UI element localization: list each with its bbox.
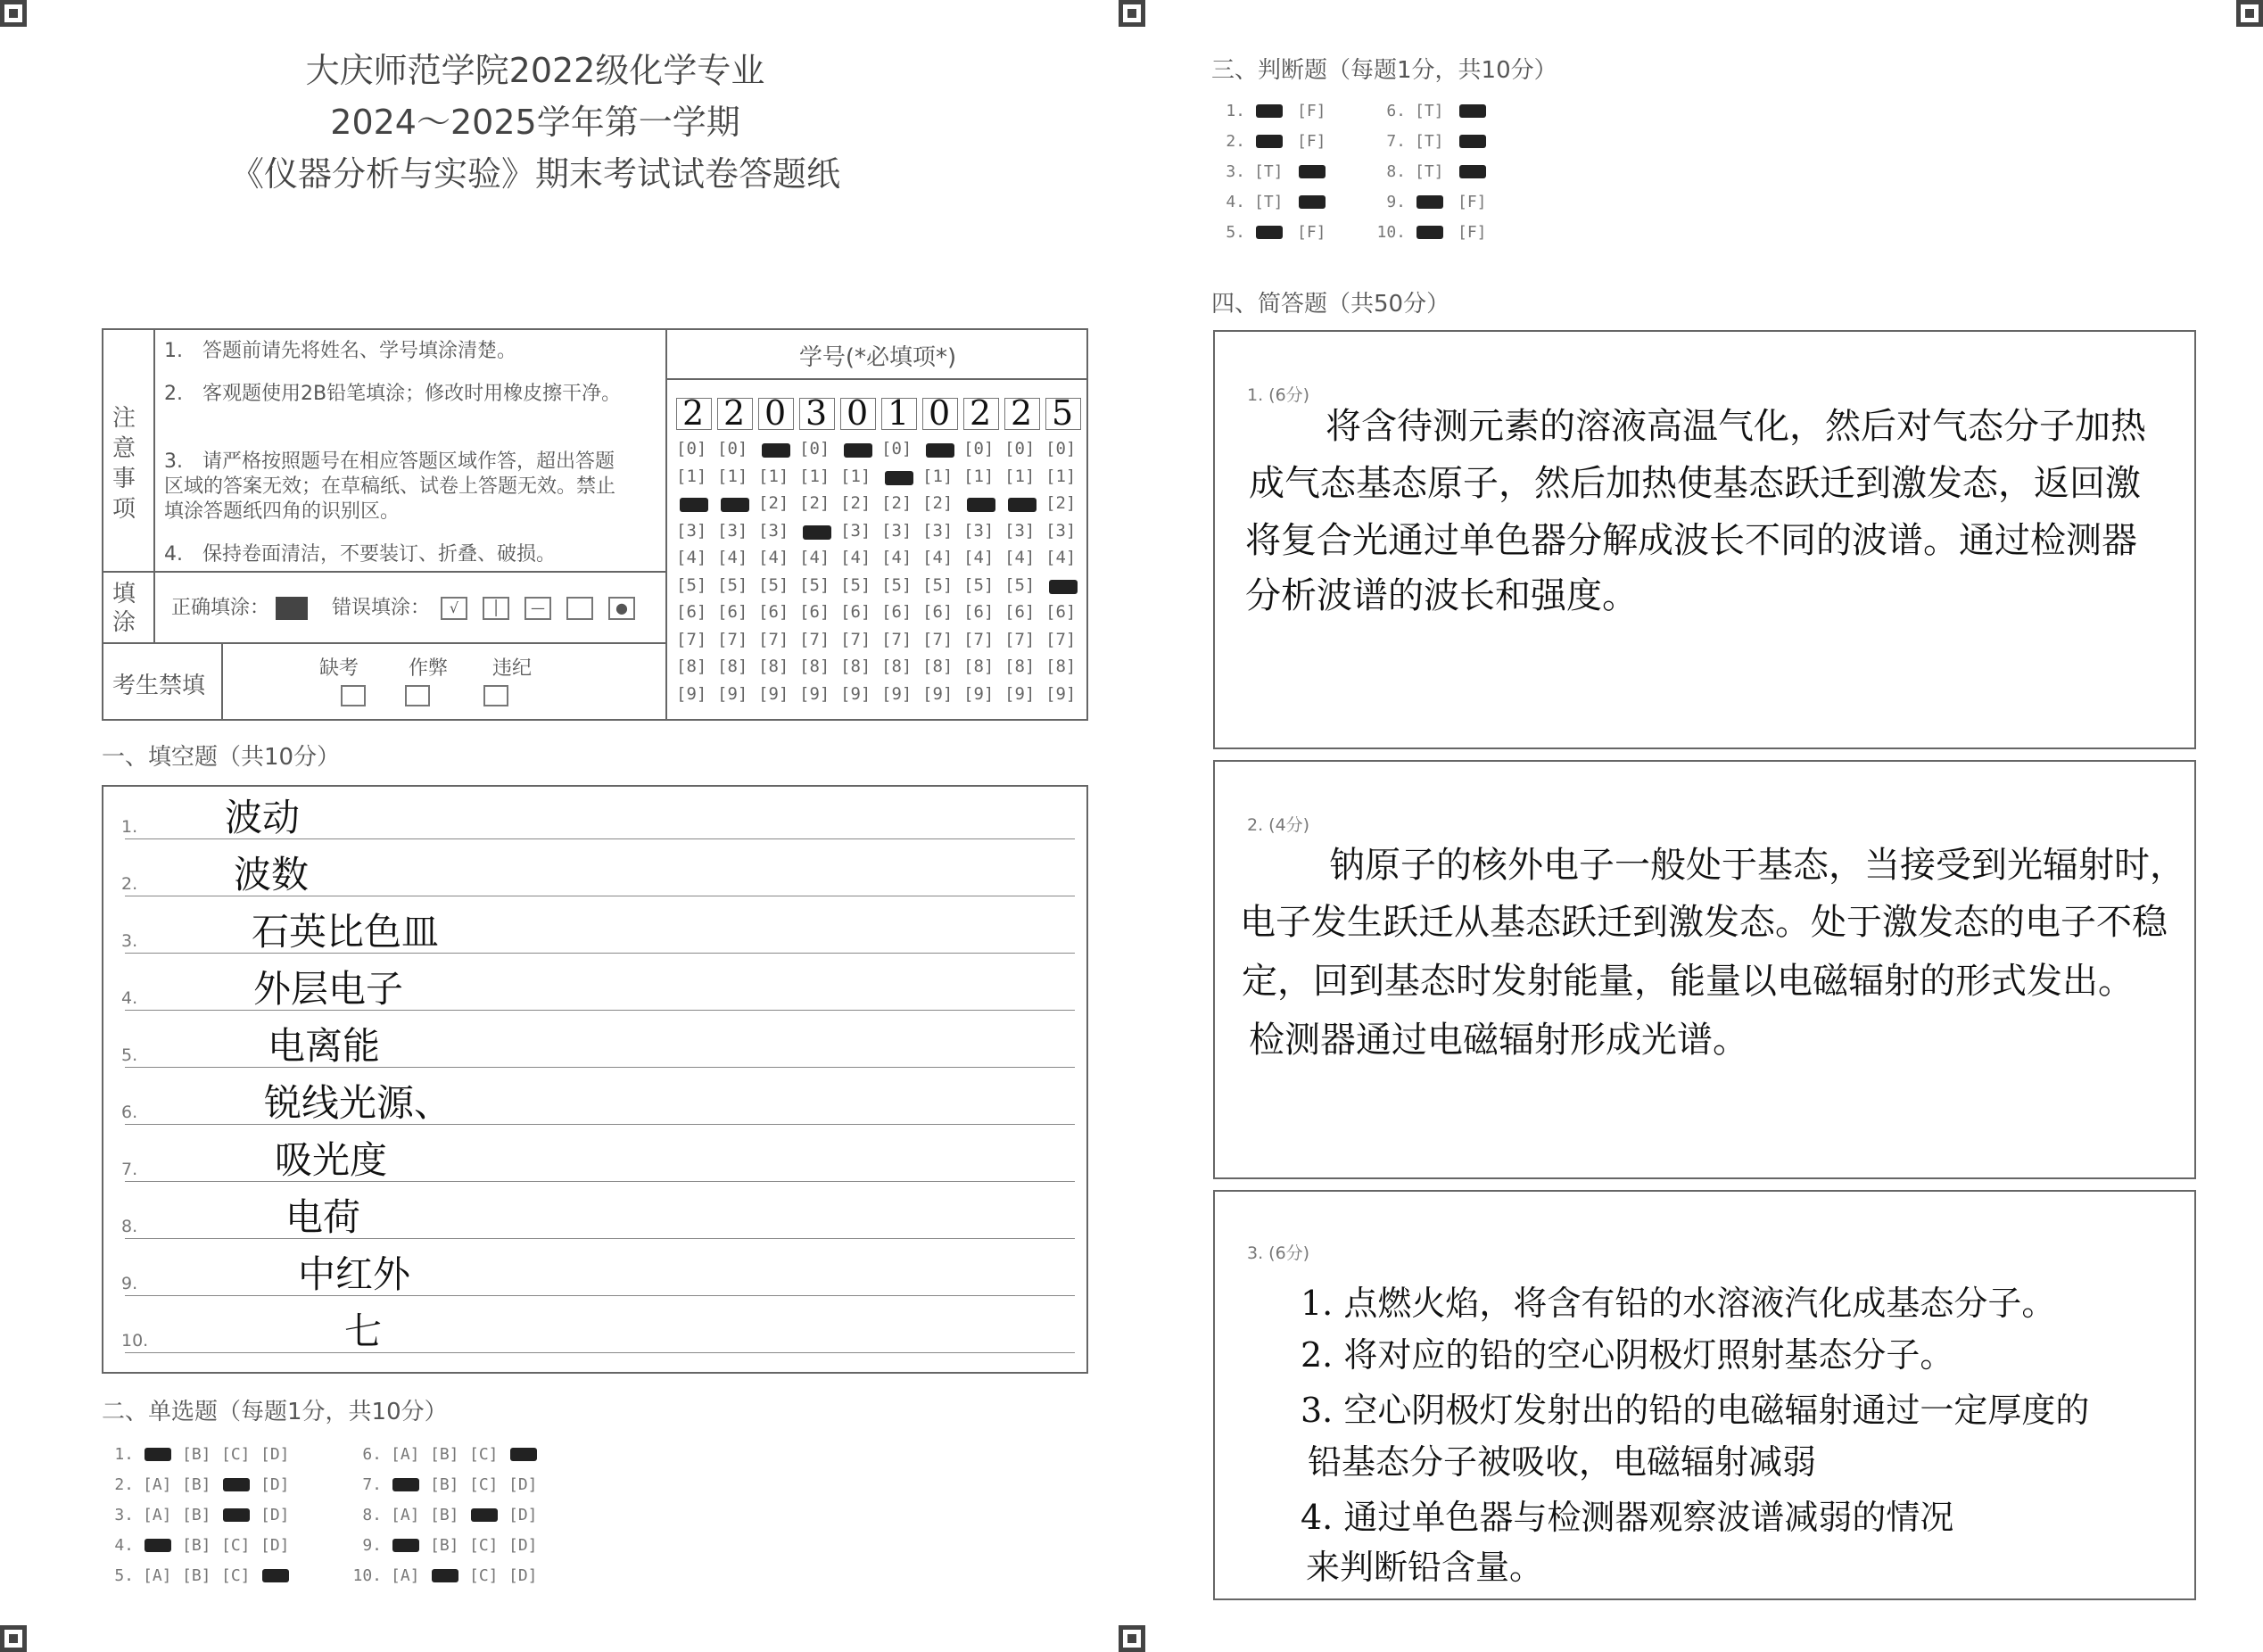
student-id-bubble[interactable]: [0] [963, 439, 995, 458]
q3-line-4: 铅基态分子被吸收，电磁辐射减弱 [1308, 1442, 1817, 1482]
choice-option-bubble[interactable]: [C] [221, 1536, 251, 1555]
choice-question-number: 4. [114, 1536, 134, 1555]
choice-option-bubble[interactable]: [B] [430, 1506, 459, 1524]
student-id-bubble[interactable]: [9] [840, 683, 871, 704]
notice-divider-col [665, 328, 667, 721]
student-id-bubble[interactable]: [8] [799, 657, 830, 676]
choice-option-bubble[interactable]: [C] [469, 1566, 499, 1585]
choice-option-bubble[interactable]: [F] [1297, 223, 1326, 242]
notice-divider-row1 [102, 571, 667, 573]
q2-line-2: 电子发生跃迁从基态跃迁到激发态。处于激发态的电子不稳 [1240, 902, 2168, 943]
choice-question-number: 9. [362, 1536, 382, 1555]
fill-answer-number: 6. [121, 1103, 138, 1122]
choice-filled-bubble[interactable] [145, 1448, 171, 1461]
choice-filled-bubble[interactable] [1299, 165, 1326, 178]
student-id-bubble[interactable]: [5] [717, 574, 748, 595]
cheat-checkbox[interactable] [405, 685, 430, 706]
choice-option-bubble[interactable]: [D] [260, 1445, 290, 1464]
choice-question-number: 8. [1386, 162, 1406, 181]
student-id-bubble[interactable]: [7] [676, 629, 707, 649]
student-id-bubble[interactable]: [5] [799, 574, 830, 595]
choice-option-bubble[interactable]: [F] [1458, 193, 1487, 211]
exam-label-divider [221, 642, 223, 721]
choice-filled-bubble[interactable] [1459, 104, 1486, 118]
student-id-bubble[interactable]: [8] [717, 657, 748, 676]
choice-filled-bubble[interactable] [1299, 195, 1326, 209]
student-id-bubble[interactable]: [9] [963, 683, 995, 704]
q3-line-5: 4. 通过单色器与检测器观察波谱减弱的情况 [1301, 1498, 1954, 1537]
wrong-fill-example-4 [566, 597, 593, 620]
choice-question-number: 7. [1386, 132, 1406, 151]
handwritten-digit-text: 2 [970, 393, 992, 433]
choice-option-bubble[interactable]: [D] [508, 1536, 538, 1555]
choice-filled-bubble[interactable] [392, 1539, 419, 1552]
choice-option-bubble[interactable]: [C] [469, 1475, 499, 1494]
fill-answer-number: 1. [121, 817, 138, 837]
choice-option-bubble[interactable]: [D] [508, 1566, 538, 1585]
absent-label: 缺考 [319, 657, 359, 680]
fill-answer-number: 9. [121, 1274, 138, 1293]
student-id-bubble[interactable]: [1] [1004, 466, 1036, 486]
choice-filled-bubble[interactable] [1459, 165, 1486, 178]
choice-filled-bubble[interactable] [223, 1478, 250, 1491]
choice-question-number: 10. [1376, 223, 1406, 242]
q3-line-3: 3. 空心阴极灯发射出的铅的电磁辐射通过一定厚度的 [1301, 1391, 2090, 1430]
student-id-bubble[interactable]: [2] [881, 493, 913, 513]
student-id-bubble[interactable]: [1] [799, 466, 830, 486]
violation-checkbox[interactable] [483, 685, 508, 706]
correct-fill-label: 正确填涂： [171, 597, 270, 619]
student-id-bubble[interactable]: [7] [963, 629, 995, 649]
fill-label-divider [153, 571, 155, 642]
student-id-bubble[interactable]: [3] [881, 520, 913, 541]
student-id-bubble[interactable]: [8] [1004, 657, 1036, 676]
student-id-bubble[interactable]: [4] [1045, 548, 1077, 567]
fill-answer-number: 4. [121, 988, 138, 1008]
fill-answer-number: 5. [121, 1045, 138, 1065]
student-id-filled-bubble[interactable] [680, 498, 708, 512]
student-id-bubble[interactable]: [3] [676, 520, 707, 541]
q1-line-2: 成气态基态原子，然后加热使基态跃迁到激发态，返回激 [1249, 463, 2141, 504]
choice-option-bubble[interactable]: [C] [221, 1445, 251, 1464]
choice-option-bubble[interactable]: [T] [1415, 132, 1444, 151]
student-id-bubble[interactable]: [7] [758, 629, 789, 649]
student-id-handwritten-digit[interactable] [840, 393, 876, 433]
choice-option-bubble[interactable]: [D] [260, 1475, 290, 1494]
choice-filled-bubble[interactable] [1256, 135, 1283, 148]
wrong-fill-label: 错误填涂： [332, 597, 431, 619]
fill-answer-number: 10. [121, 1331, 149, 1351]
fill-answer-text: 波数 [234, 853, 310, 896]
handwritten-digit-text: 1 [888, 393, 910, 433]
student-id-bubble[interactable]: [6] [1004, 602, 1036, 622]
choice-question-number: 3. [1226, 162, 1245, 181]
student-id-filled-bubble[interactable] [1049, 580, 1078, 594]
student-id-filled-bubble[interactable] [926, 443, 954, 458]
choice-filled-bubble[interactable] [392, 1478, 419, 1491]
student-id-handwritten-digit[interactable] [881, 393, 917, 433]
choice-question-number: 8. [362, 1506, 382, 1524]
student-id-bubble[interactable]: [4] [676, 548, 707, 567]
choice-option-bubble[interactable]: [F] [1297, 102, 1326, 120]
choice-question-number: 9. [1386, 193, 1406, 211]
exam-title-line2: 2024～2025学年第一学期 [330, 103, 740, 142]
choice-filled-bubble[interactable] [510, 1448, 537, 1461]
student-id-bubble[interactable]: [8] [922, 657, 954, 676]
fill-answer-text: 电荷 [285, 1195, 361, 1239]
choice-question-number: 1. [114, 1445, 134, 1464]
choice-filled-bubble[interactable] [1416, 226, 1443, 239]
student-id-bubble[interactable]: [6] [717, 602, 748, 622]
fill-answer-text: 外层电子 [253, 967, 404, 1011]
student-id-bubble[interactable]: [8] [758, 657, 789, 676]
choice-option-bubble[interactable]: [D] [508, 1506, 538, 1524]
student-id-bubble[interactable]: [3] [1004, 520, 1036, 541]
fill-answer-line [125, 1295, 1075, 1296]
choice-option-bubble[interactable]: [C] [469, 1536, 499, 1555]
student-id-bubble[interactable]: [7] [1045, 629, 1077, 649]
student-id-filled-bubble[interactable] [967, 498, 995, 512]
choice-option-bubble[interactable]: [B] [182, 1536, 211, 1555]
choice-option-bubble[interactable]: [F] [1458, 223, 1487, 242]
fill-answer-text: 七 [344, 1309, 383, 1353]
fill-answer-number: 2. [121, 874, 138, 894]
notice-side-label: 注意事项 [112, 405, 136, 523]
student-id-bubble[interactable]: [4] [799, 548, 830, 567]
fill-answer-text: 电离能 [268, 1024, 381, 1068]
fill-answer-text: 波动 [225, 796, 301, 839]
handwritten-digit-text: 0 [929, 393, 951, 433]
cheat-label: 作弊 [409, 657, 449, 680]
fill-answer-line [125, 1238, 1075, 1239]
corner-marker-top-center [1119, 0, 1145, 27]
notice-divider-row2 [102, 642, 667, 644]
student-id-bubble[interactable]: [9] [758, 683, 789, 704]
choice-option-bubble[interactable]: [A] [391, 1566, 420, 1585]
choice-question-number: 6. [362, 1445, 382, 1464]
student-id-bubble[interactable]: [1] [963, 466, 995, 486]
q1-line-1: 将含待测元素的溶液高温气化，然后对气态分子加热 [1326, 406, 2146, 447]
student-id-bubble[interactable]: [4] [922, 548, 954, 567]
choice-question-number: 10. [352, 1566, 382, 1585]
fill-side-label: 填涂 [112, 581, 136, 636]
student-id-handwritten-digit[interactable] [799, 393, 835, 433]
student-id-bubble[interactable]: [5] [963, 574, 995, 595]
exam-forbidden-label: 考生禁填 [112, 673, 206, 699]
choice-option-bubble[interactable]: [B] [182, 1475, 211, 1494]
student-id-bubble[interactable]: [1] [758, 466, 789, 486]
fill-answer-number: 8. [121, 1217, 138, 1236]
student-id-bubble[interactable]: [0] [676, 439, 707, 458]
student-id-bubble[interactable]: [4] [963, 548, 995, 567]
choice-option-bubble[interactable]: [T] [1254, 193, 1284, 211]
student-id-filled-bubble[interactable] [803, 525, 831, 540]
student-id-bubble[interactable]: [1] [676, 466, 707, 486]
student-id-bubble[interactable]: [9] [1004, 683, 1036, 704]
student-id-bubble[interactable]: [5] [758, 574, 789, 595]
q1-line-4: 分析波谱的波长和强度。 [1245, 575, 1638, 616]
student-id-handwritten-digit[interactable] [676, 393, 712, 433]
choice-filled-bubble[interactable] [1459, 135, 1486, 148]
student-id-bubble[interactable]: [5] [840, 574, 871, 595]
handwritten-digit-text: 2 [723, 393, 746, 433]
student-id-bubble[interactable]: [4] [717, 548, 748, 567]
student-id-filled-bubble[interactable] [762, 443, 790, 458]
student-id-bubble[interactable]: [1] [1045, 466, 1077, 486]
student-id-bubble[interactable]: [4] [840, 548, 871, 567]
student-id-bubble[interactable]: [3] [840, 520, 871, 541]
violation-label: 违纪 [492, 657, 533, 680]
student-id-filled-bubble[interactable] [885, 471, 913, 485]
choice-option-bubble[interactable]: [A] [391, 1506, 420, 1524]
student-id-handwritten-digit[interactable] [717, 393, 753, 433]
section3-title: 三、判断题（每题1分，共10分） [1211, 57, 1557, 84]
correct-fill-mark [276, 597, 308, 620]
student-id-handwritten-digit[interactable] [758, 393, 794, 433]
student-id-label: 学号(*必填项*) [798, 344, 957, 371]
choice-filled-bubble[interactable] [471, 1508, 498, 1522]
student-id-bubble[interactable]: [9] [676, 683, 707, 704]
q2-line-1: 钠原子的核外电子一般处于基态，当接受到光辐射时， [1329, 845, 2185, 886]
handwritten-digit-text: 2 [682, 393, 705, 433]
choice-question-number: 2. [1226, 132, 1245, 151]
corner-marker-bottom-center [1119, 1625, 1145, 1652]
choice-option-bubble[interactable]: [T] [1415, 162, 1444, 181]
notice-item-1: 1. 答题前请先将姓名、学号填涂清楚。 [164, 340, 516, 362]
q2-label: 2. (4分) [1247, 815, 1310, 835]
q1-line-3: 将复合光通过单色器分解成波长不同的波谱。通过检测器 [1245, 520, 2137, 561]
student-id-bubble[interactable]: [8] [676, 657, 707, 676]
student-id-bubble[interactable]: [9] [922, 683, 954, 704]
student-id-bubble[interactable]: [6] [676, 602, 707, 622]
student-id-bubble[interactable]: [4] [881, 548, 913, 567]
choice-filled-bubble[interactable] [1416, 195, 1443, 209]
notice-item-2: 2. 客观题使用2B铅笔填涂；修改时用橡皮擦干净。 [164, 383, 622, 405]
student-id-bubble[interactable]: [6] [963, 602, 995, 622]
student-id-bubble[interactable]: [9] [717, 683, 748, 704]
student-id-bubble[interactable]: [0] [881, 439, 913, 458]
student-id-bubble[interactable]: [3] [717, 520, 748, 541]
student-id-bubble[interactable]: [5] [881, 574, 913, 595]
student-id-bubble[interactable]: [7] [922, 629, 954, 649]
choice-option-bubble[interactable]: [B] [430, 1536, 459, 1555]
choice-option-bubble[interactable]: [D] [508, 1475, 538, 1494]
choice-option-bubble[interactable]: [A] [143, 1566, 172, 1585]
handwritten-digit-text: 5 [1052, 393, 1074, 433]
choice-question-number: 6. [1386, 102, 1406, 120]
choice-filled-bubble[interactable] [223, 1508, 250, 1522]
student-id-bubble[interactable]: [1] [717, 466, 748, 486]
choice-question-number: 7. [362, 1475, 382, 1494]
student-id-bubble[interactable]: [3] [1045, 520, 1077, 541]
student-id-bubble[interactable]: [8] [963, 657, 995, 676]
correct-fill-example [171, 592, 640, 620]
student-id-bubble[interactable]: [7] [881, 629, 913, 649]
student-id-bubble[interactable]: [5] [676, 574, 707, 595]
student-id-handwritten-digit[interactable] [1045, 393, 1081, 433]
choice-filled-bubble[interactable] [1256, 226, 1283, 239]
student-id-bubble[interactable]: [7] [1004, 629, 1036, 649]
student-id-bubble[interactable]: [9] [881, 683, 913, 704]
student-id-bubble[interactable]: [6] [799, 602, 830, 622]
student-id-bubble[interactable]: [6] [758, 602, 789, 622]
student-id-bubble[interactable]: [3] [963, 520, 995, 541]
q2-line-3: 定，回到基态时发射能量，能量以电磁辐射的形式发出。 [1242, 961, 2134, 1002]
wrong-fill-example-3: — [524, 597, 551, 620]
student-id-bubble[interactable]: [8] [881, 657, 913, 676]
choice-question-number: 5. [114, 1566, 134, 1585]
choice-filled-bubble[interactable] [1256, 104, 1283, 118]
choice-option-bubble[interactable]: [B] [182, 1566, 211, 1585]
student-id-bubble[interactable]: [7] [840, 629, 871, 649]
exam-title-line1: 大庆师范学院2022级化学专业 [305, 51, 765, 90]
choice-option-bubble[interactable]: [B] [430, 1475, 459, 1494]
q3-label: 3. (6分) [1247, 1243, 1310, 1263]
student-id-bubble[interactable]: [5] [922, 574, 954, 595]
student-id-bubble[interactable]: [2] [758, 493, 789, 513]
choice-filled-bubble[interactable] [145, 1539, 171, 1552]
q3-line-1: 1. 点燃火焰，将含有铅的水溶液汽化成基态分子。 [1301, 1284, 2056, 1323]
student-id-bubble[interactable]: [6] [922, 602, 954, 622]
choice-option-bubble[interactable]: [B] [182, 1506, 211, 1524]
choice-question-number: 1. [1226, 102, 1245, 120]
choice-option-bubble[interactable]: [D] [260, 1536, 290, 1555]
student-id-bubble[interactable]: [2] [1045, 493, 1077, 513]
exam-title-line3: 《仪器分析与实验》期末考试试卷答题纸 [229, 154, 840, 194]
student-id-bubble[interactable]: [6] [840, 602, 871, 622]
student-id-bubble[interactable]: [4] [758, 548, 789, 567]
handwritten-digit-text: 0 [847, 393, 869, 433]
student-id-filled-bubble[interactable] [844, 443, 872, 458]
fill-answer-text: 锐线光源、 [264, 1081, 452, 1125]
wrong-fill-example-2: │ [483, 597, 509, 620]
student-id-bubble[interactable]: [9] [1045, 683, 1077, 704]
student-id-handwritten-digit[interactable] [963, 393, 999, 433]
choice-option-bubble[interactable]: [T] [1254, 162, 1284, 181]
student-id-bubble[interactable]: [3] [922, 520, 954, 541]
corner-marker-bottom-left [0, 1625, 27, 1652]
choice-option-bubble[interactable]: [B] [430, 1445, 459, 1464]
student-id-filled-bubble[interactable] [721, 498, 749, 512]
student-id-filled-bubble[interactable] [1008, 498, 1037, 512]
choice-filled-bubble[interactable] [432, 1569, 458, 1582]
choice-question-number: 3. [114, 1506, 134, 1524]
student-id-bubble[interactable]: [2] [922, 493, 954, 513]
choice-option-bubble[interactable]: [A] [143, 1506, 172, 1524]
fill-answer-line [125, 1181, 1075, 1182]
wrong-fill-example-5: ● [608, 597, 635, 620]
choice-question-number: 5. [1226, 223, 1245, 242]
student-id-bubble[interactable]: [6] [1045, 602, 1077, 622]
q3-line-6: 来判断铅含量。 [1306, 1548, 1544, 1587]
q3-line-2: 2. 将对应的铅的空心阴极灯照射基态分子。 [1301, 1335, 1954, 1375]
fill-answer-text: 吸光度 [275, 1138, 388, 1182]
choice-option-bubble[interactable]: [B] [182, 1445, 211, 1464]
choice-option-bubble[interactable]: [D] [260, 1506, 290, 1524]
section2-title: 二、单选题（每题1分，共10分） [102, 1399, 448, 1425]
student-id-bubble[interactable]: [7] [799, 629, 830, 649]
choice-option-bubble[interactable]: [C] [221, 1566, 251, 1585]
choice-question-number: 2. [114, 1475, 134, 1494]
student-id-bubble[interactable]: [5] [1004, 574, 1036, 595]
student-id-bubble[interactable]: [8] [840, 657, 871, 676]
student-id-bubble[interactable]: [6] [881, 602, 913, 622]
student-id-bubble[interactable]: [4] [1004, 548, 1036, 567]
student-id-handwritten-digit[interactable] [922, 393, 958, 433]
corner-marker-top-left [0, 0, 27, 27]
absent-checkbox[interactable] [341, 685, 366, 706]
fill-answer-number: 7. [121, 1160, 138, 1179]
fill-answer-text: 中红外 [298, 1252, 411, 1296]
corner-marker-top-right [2236, 0, 2263, 27]
choice-filled-bubble[interactable] [262, 1569, 289, 1582]
notice-item-4: 4. 保持卷面清洁，不要装订、折叠、破损。 [164, 543, 556, 566]
q2-line-4: 检测器通过电磁辐射形成光谱。 [1249, 1020, 1748, 1061]
fill-answer-text: 石英比色皿 [252, 910, 440, 954]
choice-option-bubble[interactable]: [A] [143, 1475, 172, 1494]
student-id-bubble[interactable]: [9] [799, 683, 830, 704]
student-id-handwritten-digit[interactable] [1004, 393, 1040, 433]
fill-answer-number: 3. [121, 931, 138, 951]
section1-title: 一、填空题（共10分） [102, 744, 341, 771]
student-id-bubble[interactable]: [0] [1004, 439, 1036, 458]
student-id-bubble[interactable]: [1] [922, 466, 954, 486]
choice-option-bubble[interactable]: [T] [1415, 102, 1444, 120]
student-id-bubble[interactable]: [7] [717, 629, 748, 649]
fill-answer-line [125, 1352, 1075, 1353]
choice-option-bubble[interactable]: [C] [469, 1445, 499, 1464]
notice-item-3: 3. 请严格按照题号在相应答题区域作答，超出答题区域的答案无效；在草稿纸、试卷上答题无效。禁止填涂答题纸四角的识别区。 [164, 450, 616, 523]
student-id-bubble[interactable]: [2] [840, 493, 871, 513]
q1-label: 1. (6分) [1247, 385, 1310, 405]
student-id-bubble[interactable]: [8] [1045, 657, 1077, 676]
handwritten-digit-text: 2 [1011, 393, 1033, 433]
choice-question-number: 4. [1226, 193, 1245, 211]
handwritten-digit-text: 0 [764, 393, 787, 433]
choice-option-bubble[interactable]: [F] [1297, 132, 1326, 151]
section4-title: 四、简答题（共50分） [1211, 291, 1450, 318]
handwritten-digit-text: 3 [805, 393, 828, 433]
student-id-bubble[interactable]: [1] [840, 466, 871, 486]
student-id-bubble[interactable]: [3] [758, 520, 789, 541]
notice-divider-vertical [153, 328, 155, 571]
student-id-bubble[interactable]: [2] [799, 493, 830, 513]
student-id-bubble[interactable]: [0] [799, 439, 830, 458]
student-id-label-underline [667, 378, 1088, 380]
wrong-fill-example-1: √ [441, 597, 467, 620]
student-id-bubble[interactable]: [0] [1045, 439, 1077, 458]
choice-option-bubble[interactable]: [A] [391, 1445, 420, 1464]
student-id-bubble[interactable]: [0] [717, 439, 748, 458]
